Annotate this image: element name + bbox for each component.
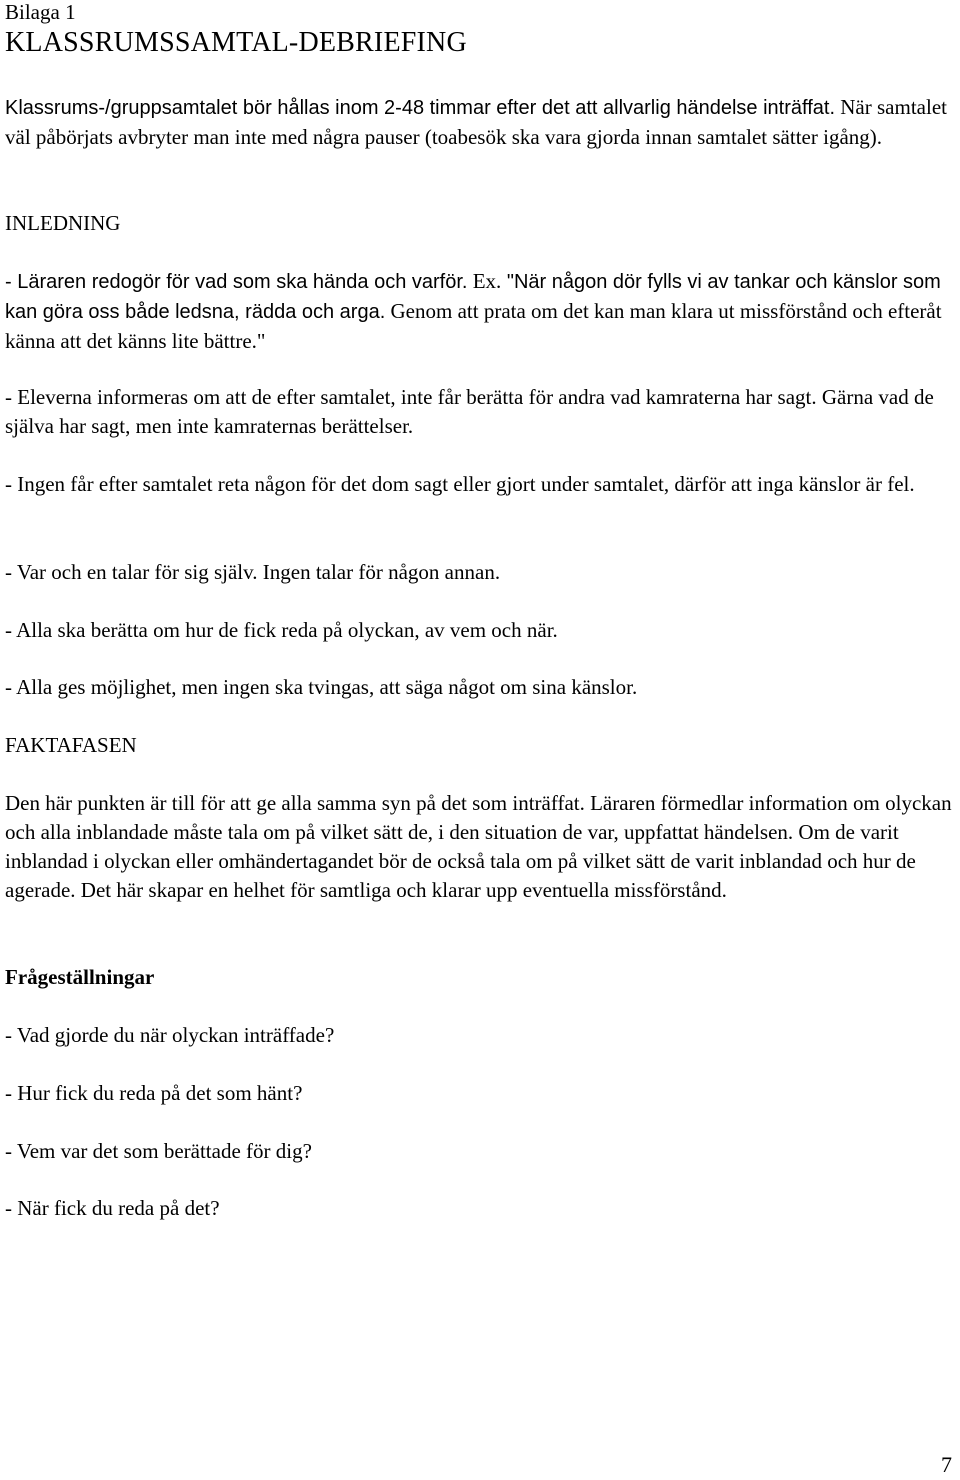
inledning-item-1 bbox=[5, 267, 955, 356]
inledning-item-6: - Alla ges möjlighet, men ingen ska tvingas, att säga något om sina känslor. bbox=[5, 675, 638, 699]
inledning-item-4: - Var och en talar för sig själv. Ingen talar för någon annan. bbox=[5, 560, 501, 584]
appendix-label: Bilaga 1 bbox=[5, 0, 76, 24]
question-item: - Hur fick du reda på det som hänt? bbox=[5, 1081, 303, 1105]
fragestallningar-heading: Frågeställningar bbox=[5, 965, 155, 989]
faktafasen-paragraph: Den här punkten är till för att ge alla samma syn på det som inträffat. Läraren förmedlar information om olyckan och alla inblandade måste tala om på vilket sätt de, i den situation de var, uppfattat händelsen. Om de varit inblandad i olyckan eller omhändertagandet bör de också tala om på vilket sätt de varit inblandad och hur de agerade. Det här skapar en helhet för samtliga och klarar upp eventuella missförstånd. bbox=[5, 791, 952, 902]
inledning-item-2-part1: - Eleverna informeras om att de efter samtalet, inte får berätta för andra vad kamraterna har sagt. bbox=[5, 385, 817, 409]
inledning-item-1-part4: Genom att prata om det kan man klara ut missförstånd och efteråt känna att det känns lite bättre." bbox=[5, 299, 942, 353]
document-title: KLASSRUMSSAMTAL-DEBRIEFING bbox=[5, 27, 467, 58]
faktafasen-heading: FAKTAFASEN bbox=[5, 733, 137, 757]
intro-paragraph bbox=[5, 93, 955, 152]
inledning-item-1-part1: - Läraren redogör för vad som ska hända och varför. bbox=[5, 271, 468, 293]
inledning-item-1-part2: Ex. bbox=[467, 269, 502, 293]
intro-text-part2: När samtalet väl påbörjats avbryter man inte med några pauser (toabesök ska vara gjorda innan samtalet sätter igång). bbox=[5, 95, 947, 149]
page-number: 7 bbox=[941, 1452, 952, 1477]
inledning-item-2 bbox=[5, 383, 955, 441]
question-item: - Vem var det som berättade för dig? bbox=[5, 1139, 312, 1163]
inledning-heading: INLEDNING bbox=[5, 211, 121, 235]
inledning-item-1-part3: "När någon dör fylls vi av tankar och känslor som kan göra oss både ledsna, rädda och arga. bbox=[5, 271, 941, 323]
inledning-item-2-part2: Gärna vad de själva har sagt, men inte kamraternas berättelser. bbox=[5, 385, 934, 438]
intro-text-part1: Klassrums-/gruppsamtalet bör hållas inom 2-48 timmar efter det att allvarlig händelse inträffat. bbox=[5, 97, 836, 119]
inledning-item-5: - Alla ska berätta om hur de fick reda på olyckan, av vem och när. bbox=[5, 618, 558, 642]
question-item: - Vad gjorde du när olyckan inträffade? bbox=[5, 1023, 335, 1047]
question-item: - När fick du reda på det? bbox=[5, 1196, 220, 1220]
inledning-item-3: - Ingen får efter samtalet reta någon för det dom sagt eller gjort under samtalet, därför att inga känslor är fel. bbox=[5, 472, 915, 496]
